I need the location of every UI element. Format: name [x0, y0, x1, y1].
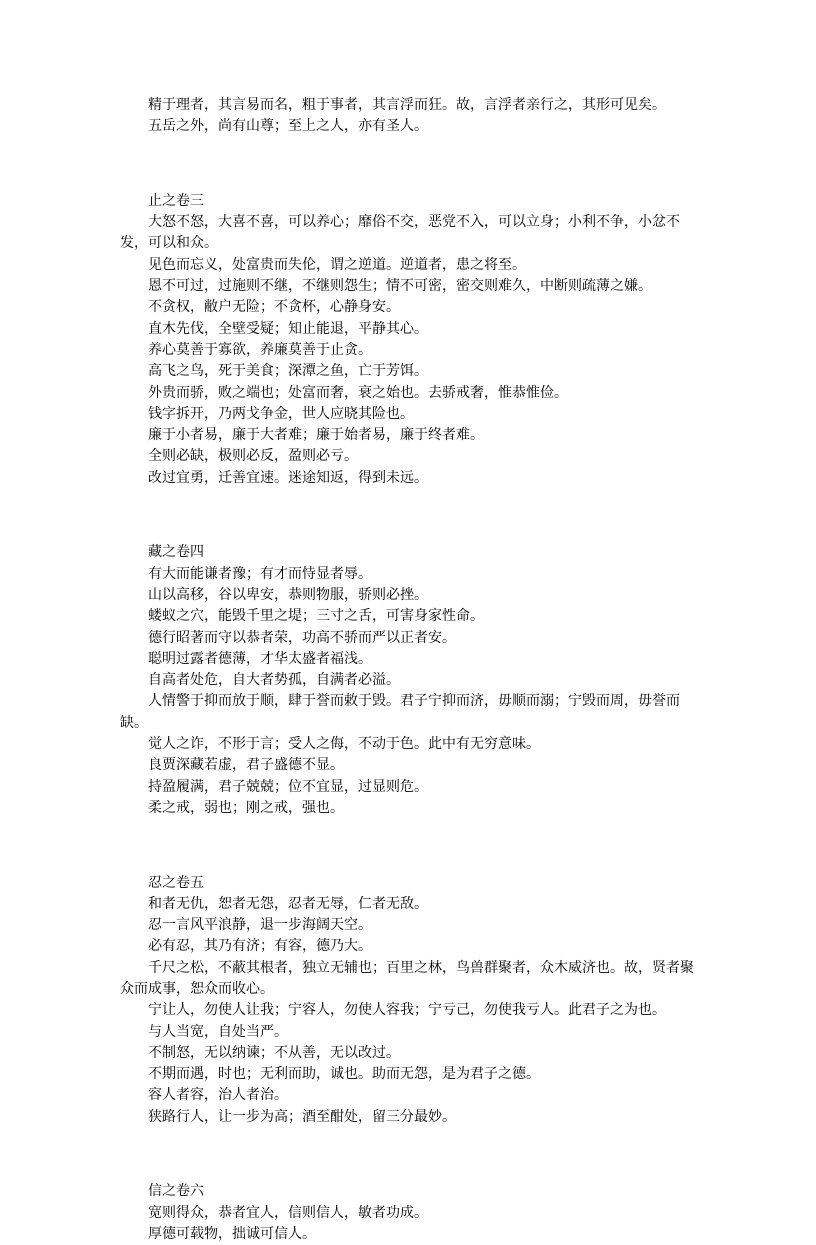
paragraph: 精于理者，其言易而名，粗于事者，其言浮而狂。故，言浮者亲行之，其形可见矣。	[148, 97, 666, 113]
paragraph: 藏之卷四	[148, 544, 204, 561]
paragraph: 信之卷六	[148, 1183, 204, 1200]
paragraph: 忍一言风平浪静，退一步海阔天空。	[148, 917, 372, 934]
paragraph: 自高者处危，自大者势孤，自满者必溢。	[148, 672, 400, 689]
paragraph: 蝼蚁之穴，能毁千里之堤；三寸之舌，可害身家性命。	[148, 608, 484, 625]
paragraph: 千尺之松，不蔽其根者，独立无辅也；百里之林，鸟兽群聚者，众木威济也。故，贤者聚众而成事，恕众而收心。	[120, 959, 694, 997]
paragraph-gap	[120, 154, 696, 175]
paragraph: 高飞之鸟，死于美食；深潭之鱼，亡于芳饵。	[148, 363, 428, 380]
paragraph: 聪明过露者德薄，才华太盛者福浅。	[148, 650, 372, 667]
paragraph: 宁让人，勿使人让我；宁容人，勿使人容我；宁亏己，勿使我亏人。此君子之为也。	[148, 1002, 666, 1019]
paragraph: 狭路行人，让一步为高；酒至酣处，留三分最妙。	[148, 1108, 456, 1125]
paragraph: 宽则得众，恭者宜人，信则信人，敏者功成。	[148, 1204, 428, 1221]
paragraph: 持盈履满，君子兢兢；位不宜显，过显则危。	[148, 778, 428, 795]
paragraph: 山以高移，谷以卑安，恭则物服，骄则必挫。	[148, 586, 428, 603]
paragraph: 见色而忘义，处富贵而失伦，谓之逆道。逆道者，患之将至。	[148, 256, 526, 273]
paragraph: 人情警于抑而放于顺，肆于誉而敕于毁。君子宁抑而济，毋顺而溺；宁毁而周，毋誉而缺。	[120, 693, 680, 731]
paragraph: 全则必缺，极则必反，盈则必亏。	[148, 448, 358, 465]
paragraph-gap	[120, 505, 696, 526]
paragraph: 不期而遇，时也；无利而助，诚也。助而无怨，是为君子之德。	[148, 1066, 540, 1083]
paragraph-gap	[120, 1144, 696, 1165]
paragraph: 忍之卷五	[148, 874, 204, 891]
paragraph: 德行昭著而守以恭者荣，功高不骄而严以正者安。	[148, 629, 456, 646]
paragraph: 与人当宽，自处当严。	[148, 1023, 288, 1040]
paragraph: 恩不可过，过施则不继，不继则怨生；情不可密，密交则难久，中断则疏薄之嫌。	[148, 278, 652, 295]
paragraph: 有大而能谦者豫；有才而恃显者辱。	[148, 565, 372, 582]
paragraph: 直木先伐，全壁受疑；知止能退，平静其心。	[148, 320, 428, 337]
paragraph: 改过宜勇，迁善宜速。迷途知返，得到未远。	[148, 469, 428, 486]
paragraph: 觉人之诈，不形于言；受人之侮，不动于色。此中有无穷意味。	[148, 736, 540, 753]
paragraph: 和者无仇，恕者无怨，忍者无辱，仁者无敌。	[148, 895, 428, 912]
paragraph: 五岳之外，尚有山尊；至上之人，亦有圣人。	[148, 118, 428, 135]
paragraph: 钱字拆开，乃两戈争金，世人应晓其险也。	[148, 405, 414, 422]
paragraph: 必有忍，其乃有济；有容，德乃大。	[148, 938, 372, 955]
paragraph: 外贵而骄，败之端也；处富而奢，衰之始也。去骄戒奢，惟恭惟俭。	[148, 384, 568, 401]
paragraph: 不制怒，无以纳谏；不从善，无以改过。	[148, 1044, 400, 1061]
paragraph: 廉于小者易，廉于大者难；廉于始者易，廉于终者难。	[148, 427, 484, 444]
paragraph: 柔之戒，弱也；刚之戒，强也。	[148, 799, 344, 816]
document-body	[120, 95, 696, 1245]
paragraph-gap	[120, 835, 696, 856]
paragraph: 大怒不怒，大喜不喜，可以养心；靡俗不交，恶党不入，可以立身；小利不争，小忿不发，可以和众。	[120, 214, 680, 252]
paragraph: 容人者容，治人者治。	[148, 1087, 288, 1104]
paragraph: 厚德可载物，拙诚可信人。	[148, 1225, 316, 1242]
paragraph: 不贪权，敝户无险；不贪杯，心静身安。	[148, 299, 400, 316]
paragraph: 良贾深藏若虚，君子盛德不显。	[148, 757, 344, 774]
paragraph: 养心莫善于寡欲，养廉莫善于止贪。	[148, 341, 372, 358]
paragraph: 止之卷三	[148, 192, 204, 209]
